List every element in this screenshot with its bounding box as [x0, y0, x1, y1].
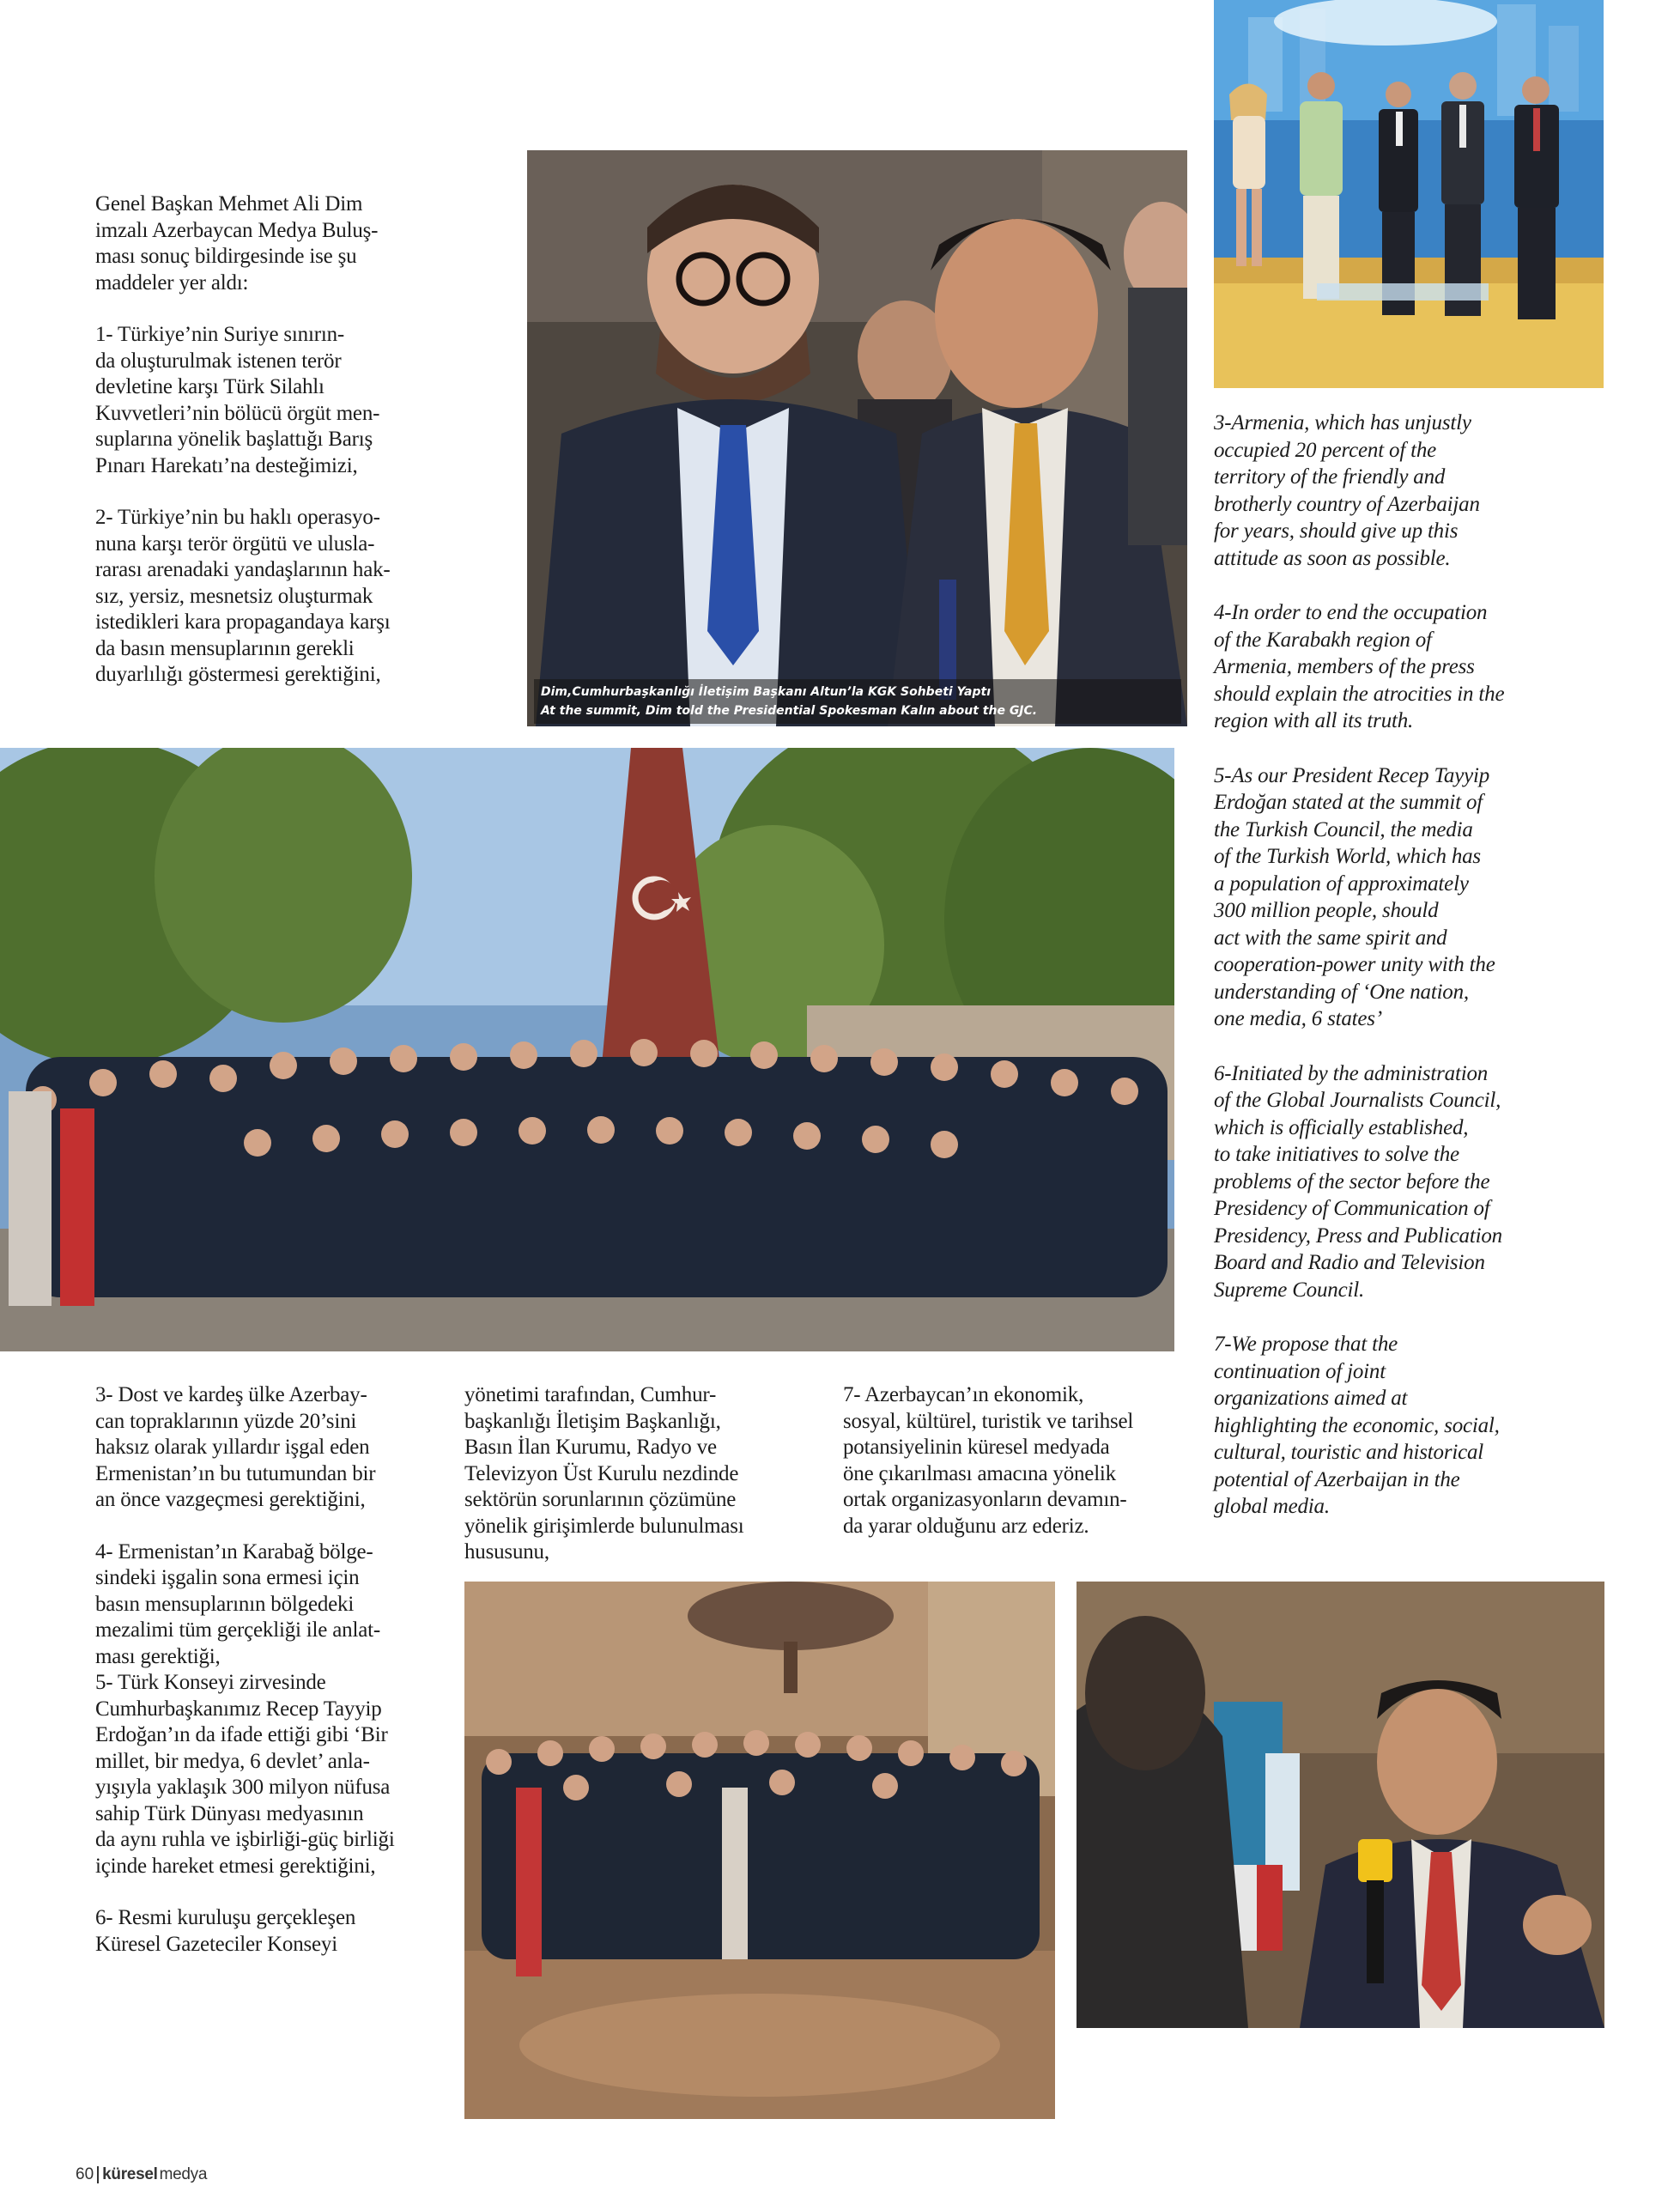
photo-group-indoor	[464, 1582, 1055, 2119]
photo-caption	[534, 679, 1181, 724]
footer-divider	[97, 2166, 99, 2183]
item-2-paragraph: 2- Türkiye’nin bu haklı operasyo- nuna karşı terör örgütü ve ulusla- rarası arenadaki yandaşlarının hak- sız, yersiz, mesnetsiz oluşturmak istedikleri kara propagandaya karşı da basın mensuplarının gerekli duyarlılığı göstermesi gerektiğini,	[95, 506, 391, 686]
column-top-left	[95, 191, 507, 714]
caption-turkish: Dim,Cumhurbaşkanlığı İletişim Başkanı Altun’la KGK Sohbeti Yaptı	[541, 685, 991, 699]
page-number: 60	[76, 2165, 94, 2183]
column-bottom-third	[843, 1382, 1204, 1565]
column-bottom-middle	[464, 1382, 825, 1592]
item-4-5-paragraph: 4- Ermenistan’ın Karabağ bölge- sindeki işgalin sona ermesi için basın mensuplarının bölgedeki mezalimi tüm gerçekliği ile anlat- ması gerektiği, 5- Türk Konseyi zirvesinde Cumhurbaşkanımız Recep Tayyip Erdoğan’ın da ifade ettiği gibi ‘Bir millet, bir medya, 6 devlet’ anla- yışıyla yaklaşık 300 milyon nüfusa sahip Türk Dünyası medyasının da aynı ruhla ve işbirliği-güç birliği içinde hareket etmesi gerektiğini,	[95, 1539, 395, 1878]
magazine-name-bold: küresel	[102, 2165, 158, 2183]
photo-dim-altun	[527, 150, 1187, 726]
item-3-paragraph: 3- Dost ve kardeş ülke Azerbay- can topraklarının yüzde 20’sini haksız olarak yıllardır işgal eden Ermenistan’ın bu tutumundan bir an önce vazgeçmesi gerektiğini,	[95, 1383, 376, 1511]
en-item-6: 6-Initiated by the administration of the Global Journalists Council, which is officially established, to take initiatives to solve the problems of the sector before the Presidency of Communication of Presidency, Press and Publication Board and Radio and Television Supreme Council.	[1214, 1061, 1502, 1302]
caption-english: At the summit, Dim told the Presidential Spokesman Kalın about the GJC.	[541, 704, 1038, 718]
photo-tv-studio	[1214, 0, 1604, 388]
mid-paragraph: yönetimi tarafından, Cumhur- başkanlığı İletişim Başkanlığı, Basın İlan Kurumu, Radyo ve Televizyon Üst Kurulu nezdinde sektörün sorunlarının çözümüne yönelik girişimlerde bulunulması hususunu,	[464, 1383, 744, 1563]
item-1-paragraph: 1- Türkiye’nin Suriye sınırın- da oluşturulmak istenen terör devletine karşı Türk Silahlı Kuvvetleri’nin bölücü örgüt men- suplarına yönelik başlattığı Barış Pınarı Harekatı’na desteğimizi,	[95, 323, 380, 477]
intro-paragraph: Genel Başkan Mehmet Ali Dim imzalı Azerbaycan Medya Buluş- ması sonuç bildirgesinde ise şu maddeler yer aldı:	[95, 192, 379, 294]
item-6-paragraph: 6- Resmi kuruluşu gerçekleşen Küresel Gazeteciler Konseyi	[95, 1906, 356, 1956]
photo-interview	[1077, 1582, 1604, 2028]
column-right-english	[1214, 410, 1660, 1546]
en-item-3: 3-Armenia, which has unjustly occupied 20 percent of the territory of the friendly and brotherly country of Azerbaijan for years, should give up this attitude as soon as possible.	[1214, 411, 1480, 570]
item-7-paragraph: 7- Azerbaycan’ın ekonomik, sosyal, kültürel, turistik ve tarihsel potansiyelinin küresel medyada öne çıkarılması amacına yönelik ortak organizasyonların devamın- da yarar olduğunu arz ederiz.	[843, 1383, 1134, 1538]
column-bottom-left	[95, 1382, 456, 1983]
magazine-name-light: medya	[159, 2165, 208, 2183]
en-item-7: 7-We propose that the continuation of joint organizations aimed at highlighting the economic, social, cultural, touristic and historical potential of Azerbaijan in the global media.	[1214, 1333, 1500, 1518]
en-item-4: 4-In order to end the occupation of the Karabakh region of Armenia, members of the press should explain the atrocities in the region with all its truth.	[1214, 601, 1505, 732]
page-footer	[76, 2165, 207, 2184]
photo-group-monument	[0, 748, 1174, 1351]
en-item-5: 5-As our President Recep Tayyip Erdoğan stated at the summit of the Turkish Council, the media of the Turkish World, which has a population of approximately 300 million people, should act with the same spirit and cooperation-power unity with the understanding of ‘One nation, one media, 6 states’	[1214, 763, 1495, 1030]
